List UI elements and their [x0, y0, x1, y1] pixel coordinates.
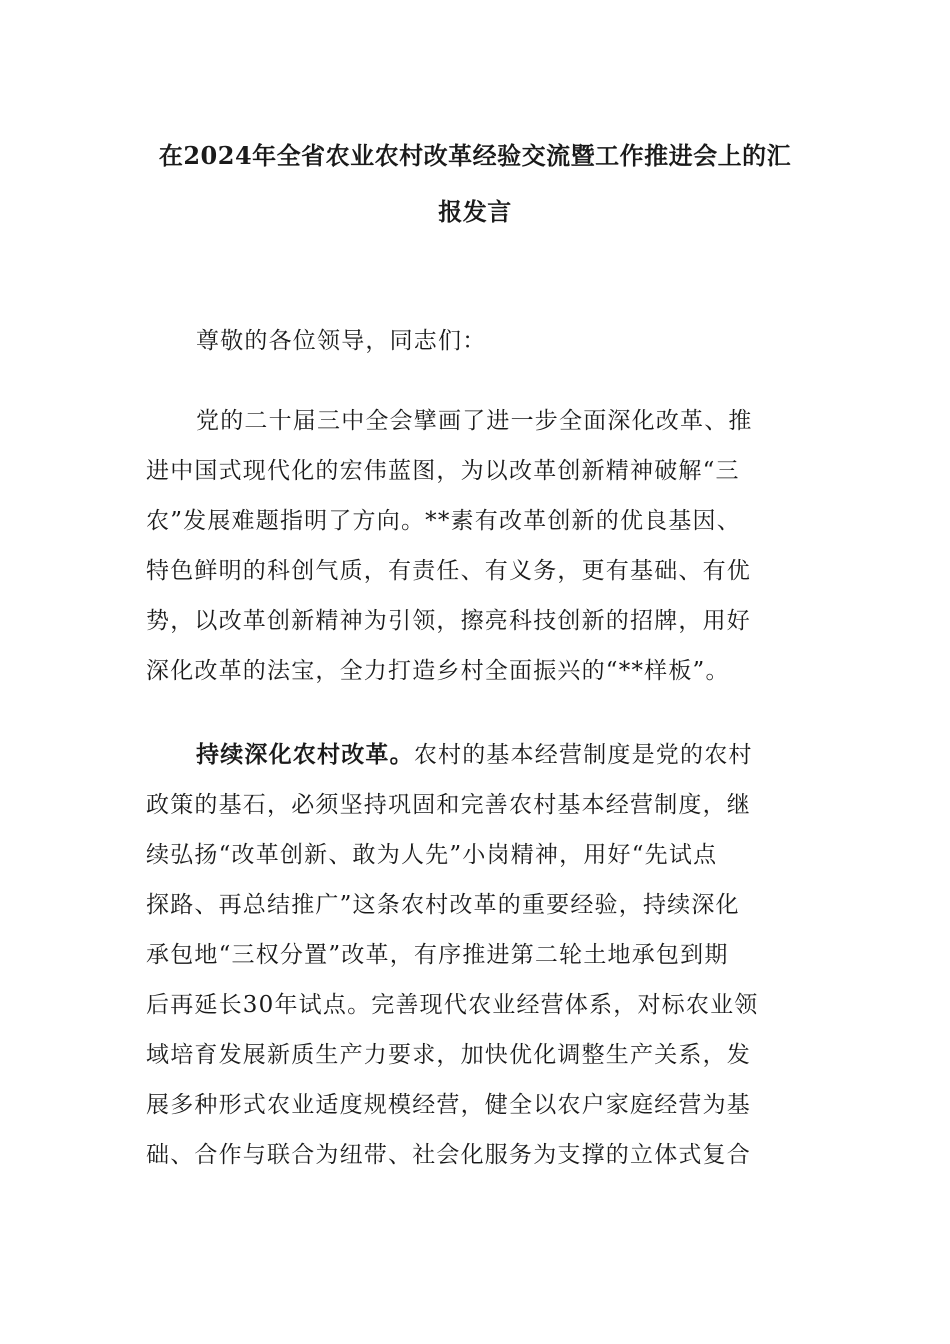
paragraph-line: [146, 730, 798, 780]
document-title: [130, 128, 820, 240]
salutation: [146, 316, 798, 366]
title-line-1: 在2024年全省农业农村改革经验交流暨工作推进会上的汇: [158, 141, 792, 170]
paragraph-line: 续弘扬“改革创新、敢为人先”小岗精神，用好“先试点: [146, 842, 718, 868]
paragraph-rural-reform: [146, 730, 798, 1180]
salutation-text: 尊敬的各位领导，同志们：: [196, 328, 487, 354]
paragraph-line: 展多种形式农业适度规模经营，健全以农户家庭经营为基: [146, 1092, 751, 1118]
paragraph-intro: [146, 396, 798, 696]
section-heading: 持续深化农村改革。: [196, 741, 414, 768]
paragraph-line: 进中国式现代化的宏伟蓝图，为以改革创新精神破解“三: [146, 458, 740, 484]
paragraph-line: 农”发展难题指明了方向。**素有改革创新的优良基因、: [146, 508, 741, 534]
paragraph-line: 后再延长30年试点。完善现代农业经营体系，对标农业领: [146, 992, 759, 1018]
paragraph-line: 特色鲜明的科创气质，有责任、有义务，更有基础、有优: [146, 558, 751, 584]
paragraph-line: 党的二十届三中全会擘画了进一步全面深化改革、推: [196, 408, 753, 434]
paragraph-line: 政策的基石，必须坚持巩固和完善农村基本经营制度，继: [146, 792, 751, 818]
paragraph-line: 承包地“三权分置”改革，有序推进第二轮土地承包到期: [146, 942, 729, 968]
paragraph-line-text: 农村的基本经营制度是党的农村: [413, 742, 753, 768]
paragraph-line: 域培育发展新质生产力要求，加快优化调整生产关系，发: [146, 1042, 751, 1068]
paragraph-line: 势，以改革创新精神为引领，擦亮科技创新的招牌，用好: [146, 608, 751, 634]
paragraph-line: 础、合作与联合为纽带、社会化服务为支撑的立体式复合: [146, 1142, 751, 1168]
paragraph-line: 深化改革的法宝，全力打造乡村全面振兴的“**样板”。: [146, 658, 730, 684]
title-line-2: 报发言: [438, 197, 512, 226]
paragraph-line: 探路、再总结推广”这条农村改革的重要经验，持续深化: [146, 892, 740, 918]
